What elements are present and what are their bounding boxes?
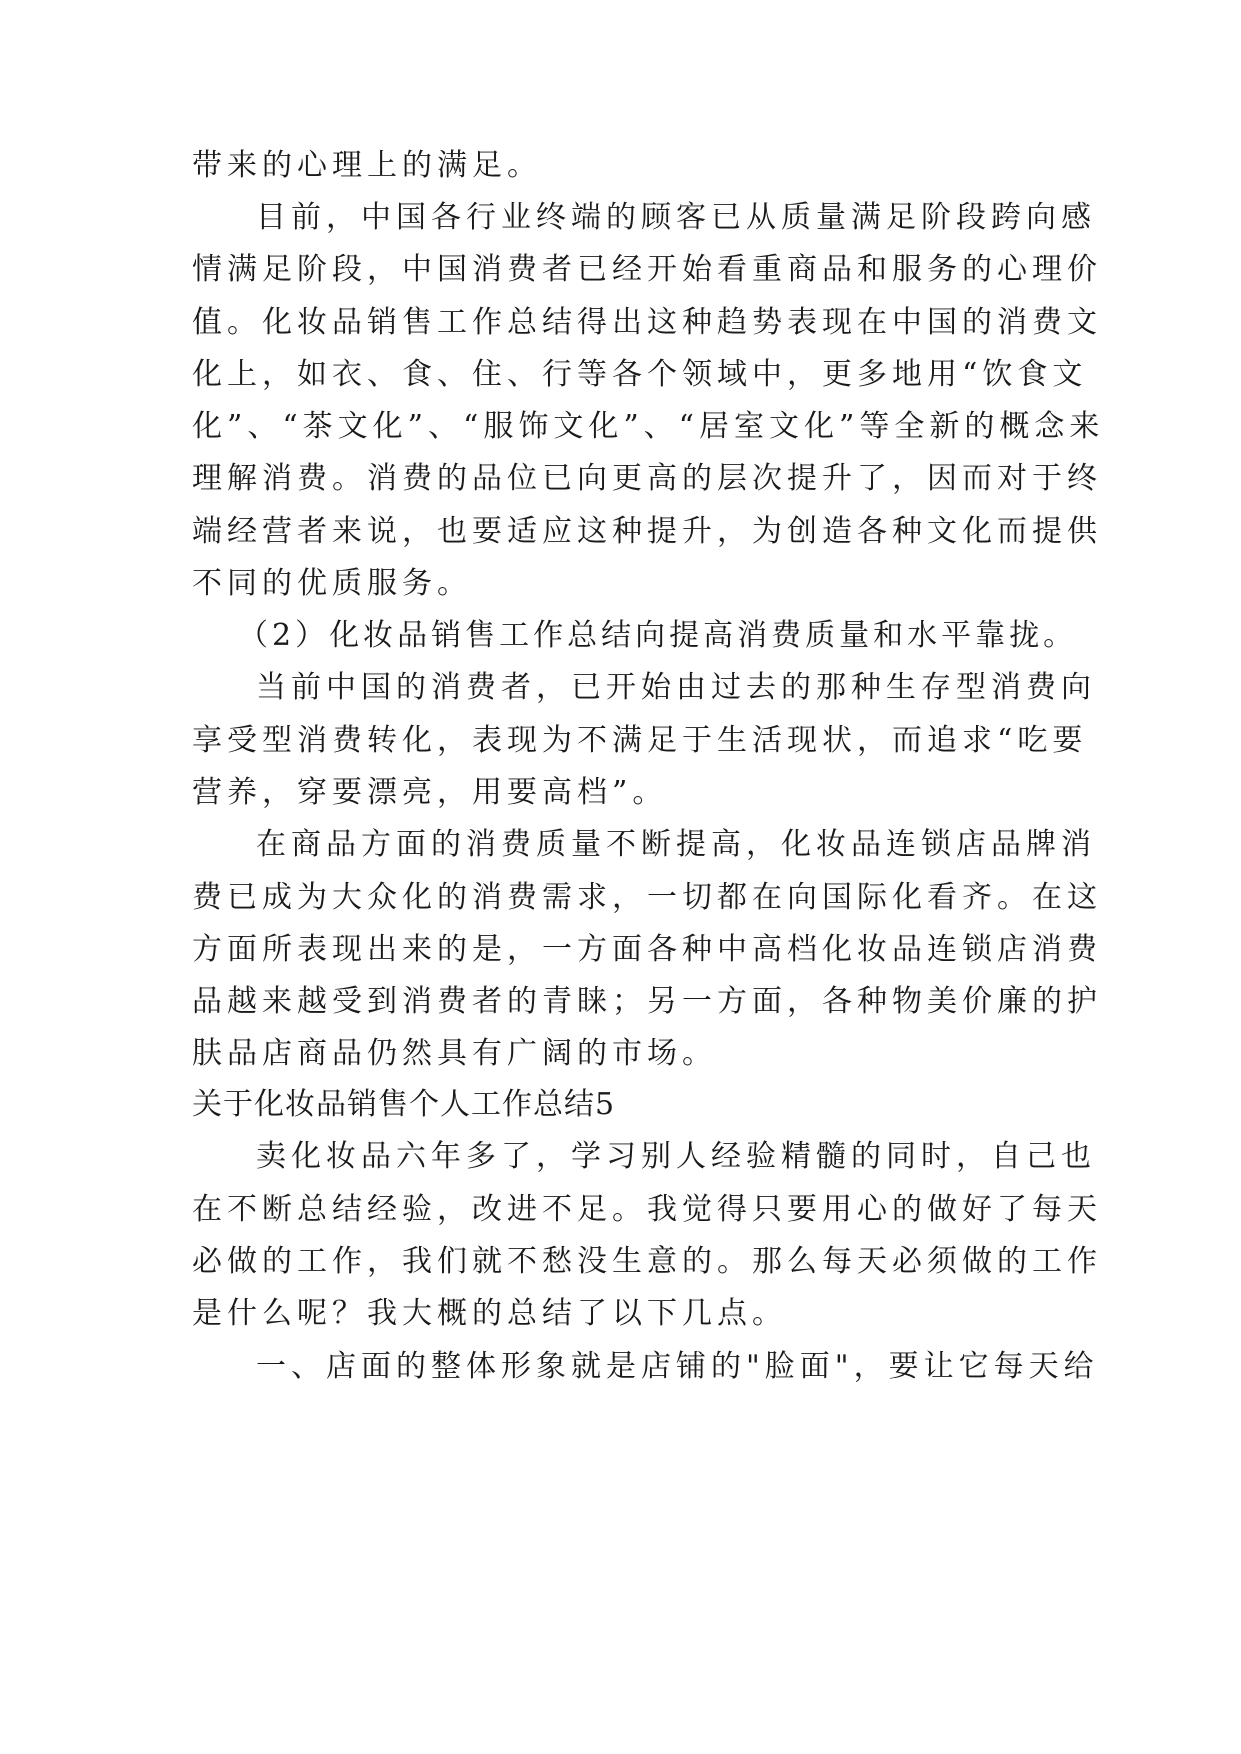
text-line: 肤品店商品仍然具有广阔的市场。 — [192, 1036, 717, 1071]
text-line: 不同的优质服务。 — [192, 566, 472, 601]
text-line: 理解消费。消费的品位已向更高的层次提升了，因而对于终 — [192, 461, 1102, 496]
text-line: 享受型消费转化，表现为不满足于生活现状，而追求“吃要 — [192, 723, 1088, 758]
text-line: 方面所表现出来的是，一方面各种中高档化妆品连锁店消费 — [192, 932, 1102, 967]
text-line: 化上，如衣、食、住、行等各个领域中，更多地用“饮食文 — [192, 357, 1088, 392]
text-line: 是什么呢？我大概的总结了以下几点。 — [192, 1296, 787, 1331]
paragraph-start-line: 在商品方面的消费质量不断提高，化妆品连锁店品牌消 — [256, 827, 1096, 862]
text-line: 值。化妆品销售工作总结得出这种趋势表现在中国的消费文 — [192, 305, 1102, 340]
paragraph-start-line: 一、店面的整体形象就是店铺的"脸面"，要让它每天给 — [256, 1349, 1099, 1384]
text-line: 端经营者来说，也要适应这种提升，为创造各种文化而提供 — [192, 514, 1102, 549]
text-line: 品越来越受到消费者的青睐；另一方面，各种物美价廉的护 — [192, 984, 1102, 1019]
text-line: 情满足阶段，中国消费者已经开始看重商品和服务的心理价 — [192, 252, 1102, 287]
text-line: 必做的工作，我们就不愁没生意的。那么每天必须做的工作 — [192, 1244, 1102, 1279]
text-line: 带来的心理上的满足。 — [192, 148, 542, 183]
paragraph-start-line: 卖化妆品六年多了，学习别人经验精髓的同时，自己也 — [256, 1139, 1096, 1174]
text-line: 营养，穿要漂亮，用要高档”。 — [192, 775, 668, 810]
text-line: 费已成为大众化的消费需求，一切都在向国际化看齐。在这 — [192, 880, 1102, 915]
paragraph-start-line: 当前中国的消费者，已开始由过去的那种生存型消费向 — [256, 670, 1096, 705]
paragraph-start-line: 目前，中国各行业终端的顾客已从质量满足阶段跨向感 — [256, 200, 1096, 235]
article-title: 关于化妆品销售个人工作总结5 — [192, 1087, 616, 1122]
text-line: 化”、“茶文化”、“服饰文化”、“居室文化”等全新的概念来 — [192, 409, 1105, 444]
section-heading: （2）化妆品销售工作总结向提高消费质量和水平靠拢。 — [238, 618, 1078, 653]
text-line: 在不断总结经验，改进不足。我觉得只要用心的做好了每天 — [192, 1192, 1102, 1227]
